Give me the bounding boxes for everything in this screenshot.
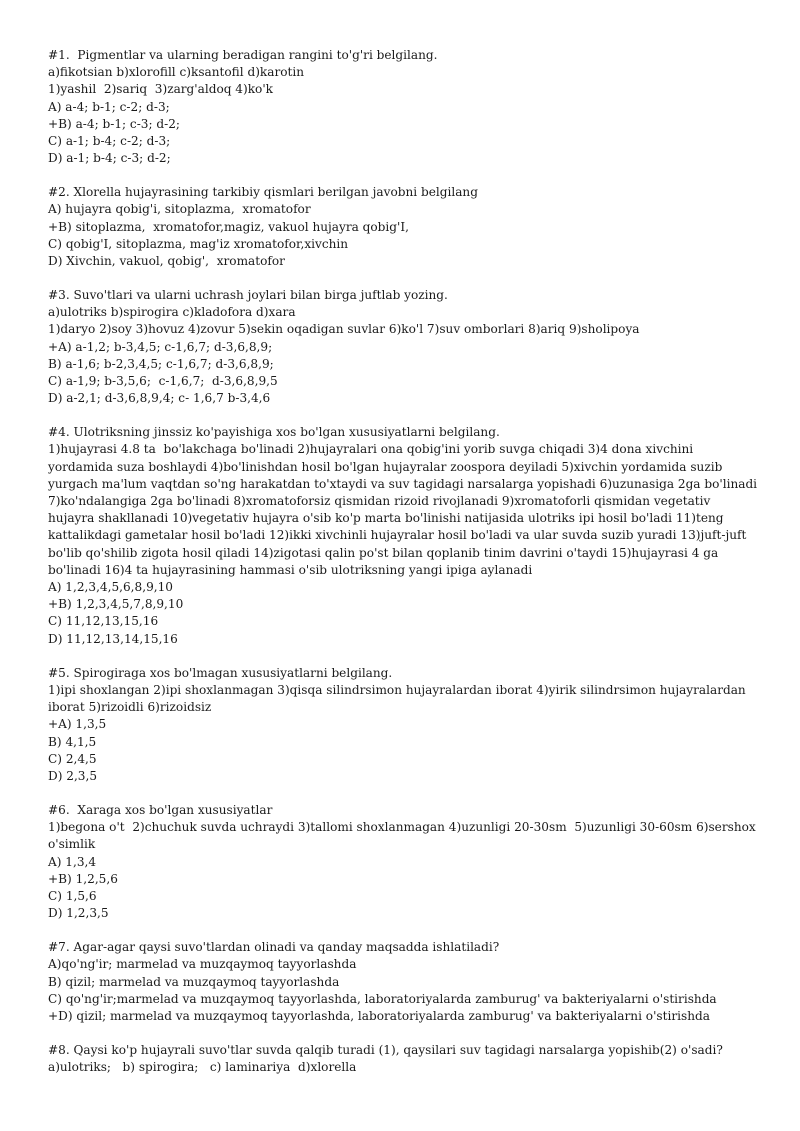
answer-option: +D) qizil; marmelad va muzqaymoq tayyorlashda, laboratoriyalarda zamburug' va bakteriyalarni o'stirishda <box>48 1008 710 1023</box>
answer-option: C) 2,4,5 <box>48 751 97 766</box>
question-title: #4. Ulotriksning jinssiz ko'payishiga xos bo'lgan xususiyatlarni belgilang. <box>48 425 500 440</box>
answer-option: B) 4,1,5 <box>48 734 97 749</box>
question-body-line: a)ulotriks; b) spirogira; c) laminariya d)xlorella <box>48 1060 357 1075</box>
answer-option: A) 1,2,3,4,5,6,8,9,10 <box>48 580 173 595</box>
answer-option: D) 1,2,3,5 <box>48 906 109 921</box>
question-title: #1. Pigmentlar va ularning beradigan rangini to'g'ri belgilang. <box>48 48 438 62</box>
answer-option: D) a-2,1; d-3,6,8,9,4; c- 1,6,7 b-3,4,6 <box>48 391 271 406</box>
answer-option: A) a-4; b-1; c-2; d-3; <box>48 99 170 114</box>
answer-option: C) a-1; b-4; c-2; d-3; <box>48 134 171 149</box>
answer-option: A) hujayra qobig'i, sitoplazma, xromatofor <box>48 202 311 217</box>
answer-option: B) qizil; marmelad va muzqaymoq tayyorlashda <box>48 974 340 989</box>
question-title: #5. Spirogiraga xos bo'lmagan xususiyatlarni belgilang. <box>48 665 393 680</box>
answer-option: D) Xivchin, vakuol, qobig', xromatofor <box>48 254 285 269</box>
question-title: #8. Qaysi ko'p hujayrali suvo'tlar suvda qalqib turadi (1), qaysilari suv tagidagi narsalarga yopishib(2) o'sadi? <box>48 1042 723 1057</box>
question-body-paragraph: 1)begona o't 2)chuchuk suvda uchraydi 3)tallomi shoxlanmagan 4)uzunligi 20-30sm 5)uzunligi 30-60sm 6)sershox o'simlik <box>48 820 760 852</box>
question-body-paragraph: 1)hujayrasi 4.8 ta bo'lakchaga bo'linadi 2)hujayralari ona qobig'ini yorib suvga chiqadi 3)4 dona xivchini yordamida suza boshlaydi 4)bo'linishdan hosil bo'lgan hujayralar zoospora deyiladi 5)xivchin yordamida suzib yurgach ma'lum vaqtdan so'ng harakatdan to'xtaydi va suv tagidagi narsalarga yopishadi 6)uzunasiga 2ga bo'linadi 7)ko'ndalangiga 2ga bo'linadi 8)xromatoforsiz qismidan rizoid rivojlanadi 9)xromatoforli qismidan vegetativ hujayra shakllanadi 10)vegetativ hujayra o'sib ko'p marta bo'linishi natijasida ulotriks ipi hosil bo'ladi 11)teng kattalikdagi gametalar hosil bo'ladi 12)ikki xivchinli hujayralar hosil bo'ladi va ular suvda suzib yuradi 13)juft-juft bo'lib qo'shilib zigota hosil qiladi 14)zigotasi qalin po'st bilan qoplanib tinim davrini o'taydi 15)hujayrasi 4 ga bo'linadi 16)4 ta hujayrasining hammasi o'sib ulotriksning yangi ipiga aylanadi <box>48 442 761 577</box>
answer-option: A)qo'ng'ir; marmelad va muzqaymoq tayyorlashda <box>48 957 357 972</box>
answer-option: D) a-1; b-4; c-3; d-2; <box>48 151 171 166</box>
question-title: #3. Suvo'tlari va ularni uchrash joylari bilan birga juftlab yozing. <box>48 288 448 303</box>
question-8 <box>48 1042 760 1076</box>
answer-option: A) 1,3,4 <box>48 854 97 869</box>
question-4 <box>48 424 760 648</box>
question-body-paragraph: 1)ipi shoxlangan 2)ipi shoxlanmagan 3)qisqa silindrsimon hujayralardan iborat 4)yirik silindrsimon hujayralardan iborat 5)rizoidli 6)rizoidsiz <box>48 682 750 715</box>
question-1 <box>48 47 760 167</box>
question-title: #7. Agar-agar qaysi suvo'tlardan olinadi va qanday maqsadda ishlatiladi? <box>48 940 500 955</box>
question-title: #6. Xaraga xos bo'lgan xususiyatlar <box>48 802 273 817</box>
question-7 <box>48 939 760 1025</box>
answer-option: C) qobig'I, sitoplazma, mag'iz xromatofor,xivchin <box>48 236 349 251</box>
answer-option: D) 11,12,13,14,15,16 <box>48 631 178 646</box>
answer-option: +B) sitoplazma, xromatofor,magiz, vakuol hujayra qobig'I, <box>48 219 409 234</box>
document-page <box>48 47 760 1076</box>
question-body-line: a)ulotriks b)spirogira c)kladofora d)xara <box>48 305 296 320</box>
answer-option: C) a-1,9; b-3,5,6; c-1,6,7; d-3,6,8,9,5 <box>48 374 278 389</box>
answer-option: +B) a-4; b-1; c-3; d-2; <box>48 116 181 131</box>
answer-option: +B) 1,2,3,4,5,7,8,9,10 <box>48 597 184 612</box>
answer-option: B) a-1,6; b-2,3,4,5; c-1,6,7; d-3,6,8,9; <box>48 356 274 371</box>
question-title: #2. Xlorella hujayrasining tarkibiy qismlari berilgan javobni belgilang <box>48 185 478 200</box>
answer-option: D) 2,3,5 <box>48 768 98 783</box>
answer-option: +A) a-1,2; b-3,4,5; c-1,6,7; d-3,6,8,9; <box>48 339 273 354</box>
question-body-line: 1)daryo 2)soy 3)hovuz 4)zovur 5)sekin oqadigan suvlar 6)ko'l 7)suv omborlari 8)ariq 9)sholipoya <box>48 322 640 337</box>
answer-option: C) qo'ng'ir;marmelad va muzqaymoq tayyorlashda, laboratoriyalarda zamburug' va bakteriyalarni o'stirishda <box>48 991 717 1006</box>
question-body-line: a)fikotsian b)xlorofill c)ksantofil d)karotin <box>48 65 305 80</box>
question-5 <box>48 665 760 785</box>
answer-option: C) 1,5,6 <box>48 888 97 903</box>
answer-option: C) 11,12,13,15,16 <box>48 614 159 629</box>
answer-option: +B) 1,2,5,6 <box>48 871 118 886</box>
question-2 <box>48 184 760 270</box>
question-3 <box>48 287 760 407</box>
question-6 <box>48 802 760 922</box>
answer-option: +A) 1,3,5 <box>48 717 107 732</box>
question-body-line: 1)yashil 2)sariq 3)zarg'aldoq 4)ko'k <box>48 82 273 97</box>
